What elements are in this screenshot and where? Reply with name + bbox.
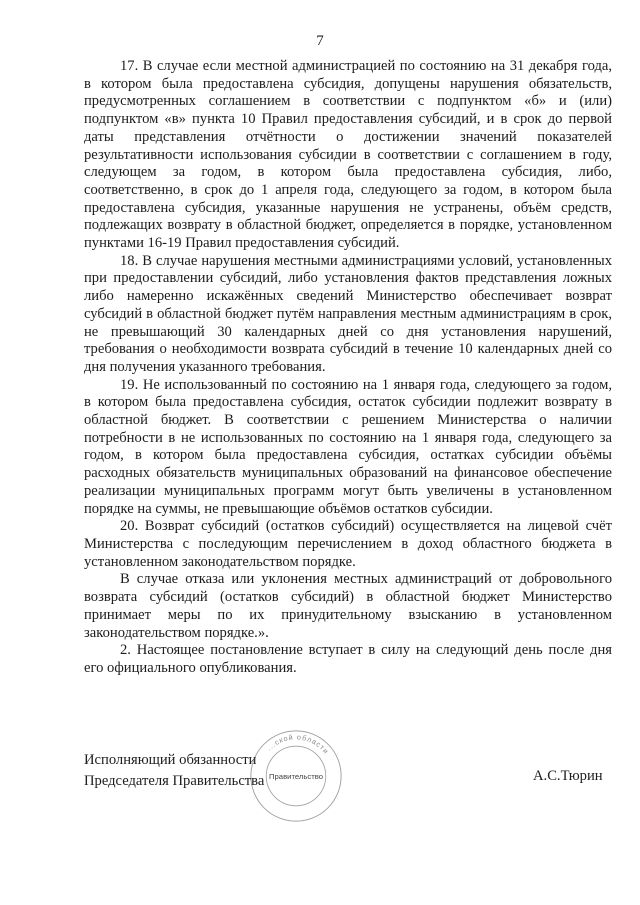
stamp-ring-text: ...ской области (264, 732, 332, 756)
document-body (84, 58, 612, 678)
signatory-title (84, 750, 264, 792)
paragraph-18: 18. В случае нарушения местными администрациями условий, установленных при предоставлении субсидий, либо установления фактов представления ложных либо намеренно искажённых сведений Министерство обеспечивает возврат субсидий в областной бюджет путём направления местным администрациям в срок, не превышающий 30 календарных дней со дня установления нарушений, требования о необходимости возврата субсидий в течение 10 календарных дней со дня получения указанного требования. (84, 252, 612, 375)
paragraph-19: 19. Не использованный по состоянию на 1 января года, следующего за годом, в котором была предоставлена субсидия, остаток субсидии подлежит возврату в областной бюджет. В соответствии с решением Министерства о наличии потребности в не использованных по состоянию на 1 января года, следующего за годом, в котором была предоставлена субсидия, остатках субсидии объёмы расходных обязательств муниципальных образований на финансовое обеспечение реализации муниципальных программ могут быть увеличены в установленном порядке на суммы, не превышающие объёмов остатков субсидии. (84, 376, 612, 517)
paragraph-17: 17. В случае если местной администрацией по состоянию на 31 декабря года, в котором была предоставлена субсидия, допущены нарушения обязательств, предусмотренных соглашением в соответствии с подпунктом «б» и (или) подпунктом «в» пункта 10 Правил предоставления субсидий, и в срок до первой даты представления отчётности о достижении значений показателей результативности использования субсидии в соответствии с соглашением в году, следующем за годом, в котором была предоставлена субсидия, либо, соответственно, в срок до 1 апреля года, следующего за годом, в котором была предоставлена субсидия, указанные нарушения не устранены, объём средств, подлежащих возврату в областной бюджет, определяется в порядке, установленном пунктами 16-19 Правил предоставления субсидий. (84, 58, 612, 252)
page-number: 7 (316, 33, 324, 49)
paragraph-refusal: В случае отказа или уклонения местных администраций от добровольного возврата субсидий (остатков субсидий) в областной бюджет Министерство принимает меры по их принудительному взысканию в установленном законодательством порядке.». (84, 571, 612, 641)
signatory-title-line2: Председателя Правительства (84, 773, 265, 789)
signatory-title-line1: Исполняющий обязанности (84, 752, 257, 768)
signatory-name: А.С.Тюрин (533, 768, 603, 784)
paragraph-20: 20. Возврат субсидий (остатков субсидий) осуществляется на лицевой счёт Министерства с последующим перечислением в доход областного бюджета в установленном законодательством порядке. (84, 518, 612, 570)
stamp-center-text: Правительство (269, 771, 323, 781)
official-stamp (248, 728, 344, 824)
paragraph-effective-date: 2. Настоящее постановление вступает в силу на следующий день после дня его официального опубликования. (84, 642, 612, 676)
